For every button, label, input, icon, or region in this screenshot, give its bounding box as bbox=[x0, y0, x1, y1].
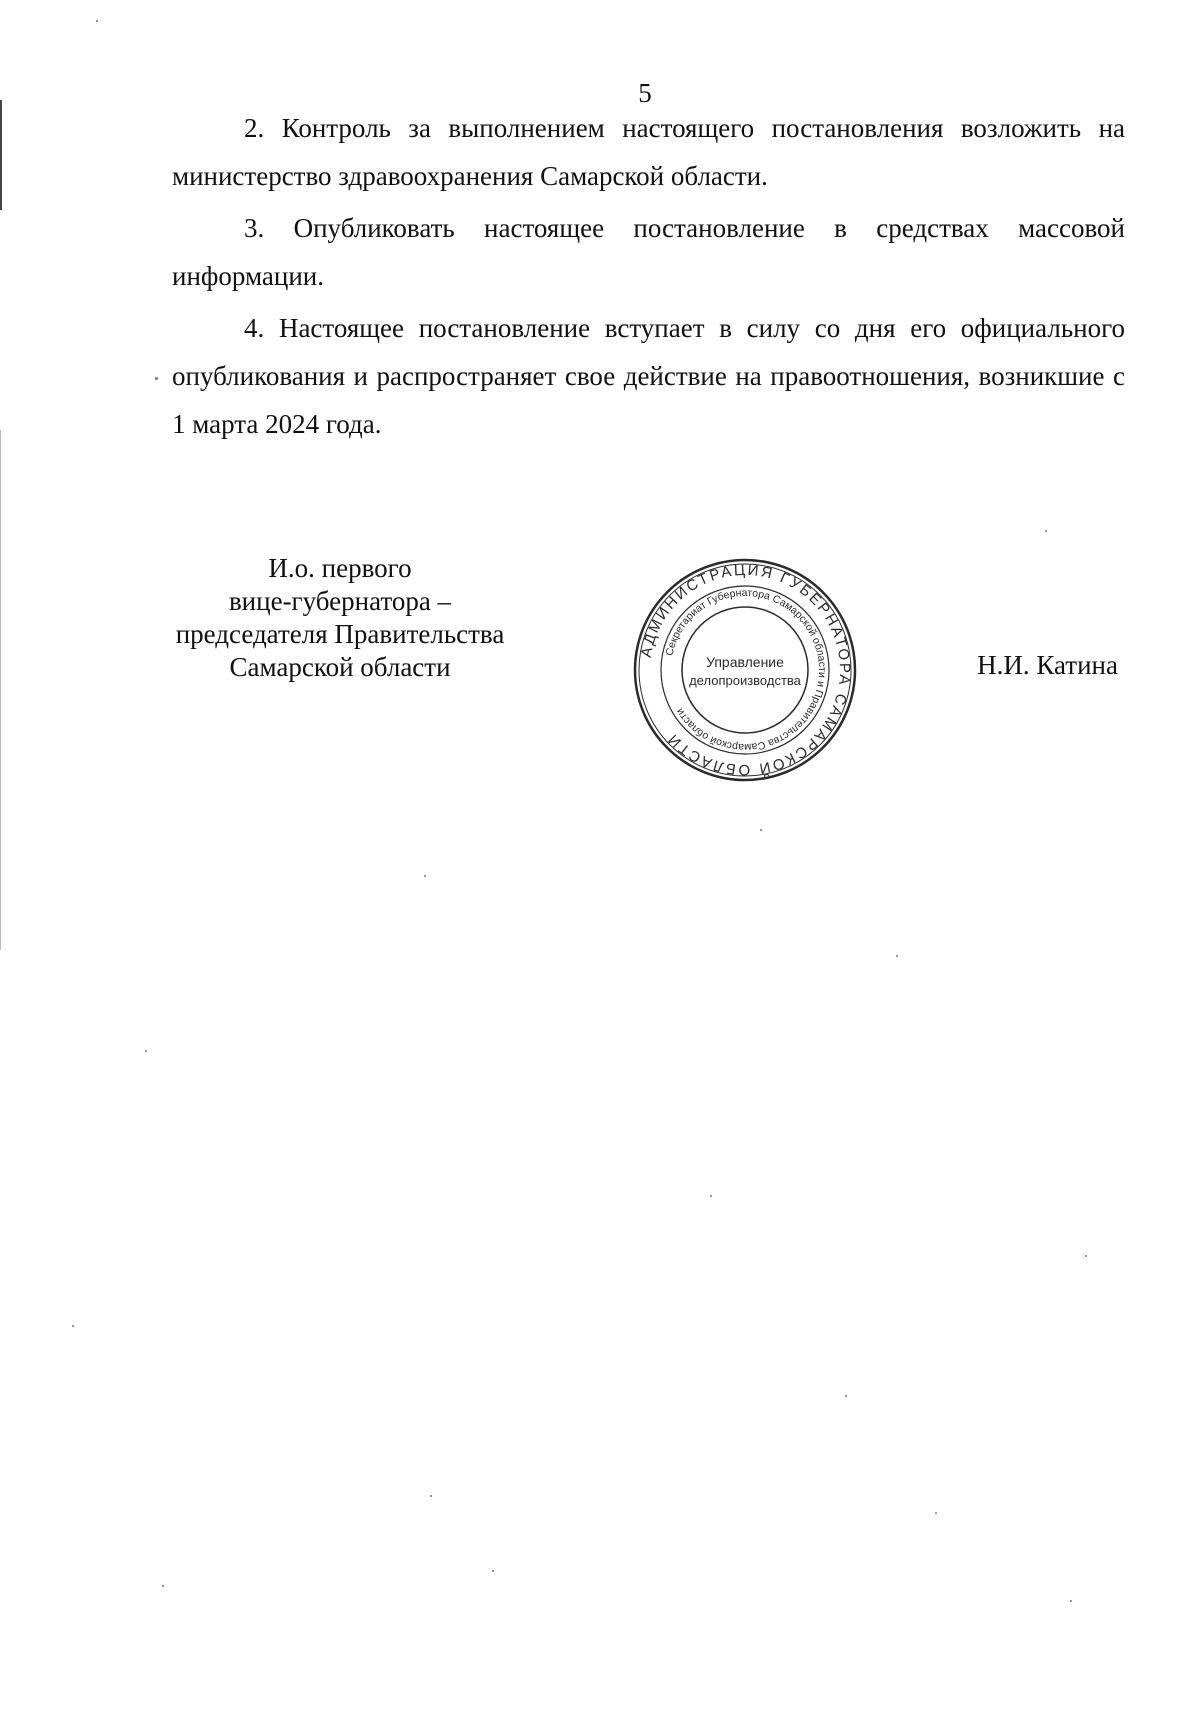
paragraph-3: 3. Опубликовать настоящее постановление в средствах массовой информации. bbox=[172, 213, 1125, 291]
scan-speck bbox=[430, 1495, 432, 1497]
scan-edge-mark bbox=[0, 430, 1, 950]
signer-name: Н.И. Катина bbox=[977, 650, 1118, 680]
scan-edge-mark bbox=[0, 100, 2, 210]
paragraph-2: 2. Контроль за выполнением настоящего постановления возложить на министерство здравоохранения Самарской области. bbox=[172, 113, 1125, 191]
stamp-outer-textpath: АДМИНИСТРАЦИЯ ГУБЕРНАТОРА САМАРСКОЙ ОБЛАСТИ bbox=[637, 561, 854, 779]
scan-speck bbox=[145, 1050, 147, 1052]
scan-speck bbox=[1085, 1255, 1087, 1257]
scan-speck bbox=[162, 1585, 164, 1587]
page-number: 5 bbox=[638, 78, 652, 108]
scan-speck bbox=[710, 1195, 712, 1197]
stamp-inner-ring bbox=[682, 607, 808, 733]
stamp-inner-textpath: Секретариат Губернатора Самарской области и Правительства Самарской области bbox=[663, 586, 829, 754]
scan-speck bbox=[492, 1570, 494, 1572]
scan-speck bbox=[935, 1512, 937, 1514]
scan-speck bbox=[896, 955, 898, 957]
scan-speck bbox=[155, 377, 158, 380]
paragraph-4: 4. Настоящее постановление вступает в силу со дня его официального опубликования и распространяет свое действие на правоотношения, возникшие с 1 марта 2024 года. bbox=[172, 313, 1125, 439]
signer-title-line: И.о. первого bbox=[268, 553, 412, 583]
stamp-center-line1: Управление bbox=[706, 654, 784, 670]
signer-title-line: вице-губернатора – bbox=[228, 586, 452, 616]
scan-speck bbox=[96, 20, 98, 22]
stamp-inner-text bbox=[663, 587, 828, 753]
scan-speck bbox=[760, 829, 762, 831]
signer-title bbox=[150, 552, 530, 684]
scan-speck bbox=[72, 1325, 74, 1327]
signer-title-line: Самарской области bbox=[229, 652, 451, 682]
scan-speck bbox=[1070, 1600, 1072, 1602]
stamp-ring-3 bbox=[661, 586, 829, 754]
official-stamp bbox=[630, 555, 860, 785]
scan-speck bbox=[424, 875, 426, 877]
signer-title-line: председателя Правительства bbox=[175, 619, 505, 649]
scan-speck bbox=[1045, 530, 1047, 532]
scan-speck bbox=[845, 1395, 847, 1397]
stamp-center-line2: делопроизводства bbox=[689, 673, 801, 688]
